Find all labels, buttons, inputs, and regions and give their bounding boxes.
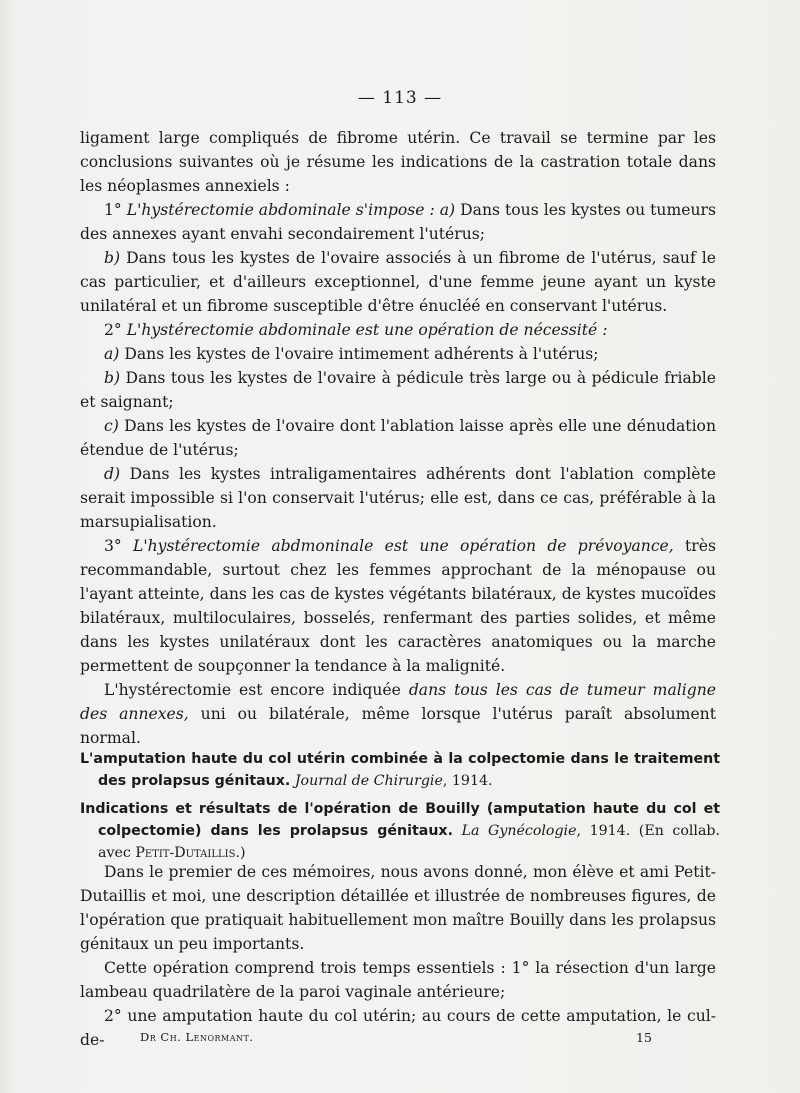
paragraph: 1° L'hystérectomie abdominale s'impose : a) Dans tous les kystes ou tumeurs des annexes ayant envahi secondairement l'utérus;	[80, 201, 716, 243]
paragraph: c) Dans les kystes de l'ovaire dont l'ablation laisse après elle une dénudation étendue de l'utérus;	[80, 417, 716, 459]
paragraph: b) Dans tous les kystes de l'ovaire à pédicule très large ou à pédicule friable et saignant;	[80, 369, 716, 411]
paragraph: L'hystérectomie est encore indiquée dans tous les cas de tumeur maligne des annexes, uni ou bilatérale, même lorsque l'utérus paraît absolument normal.	[80, 681, 716, 747]
footer-author: Dr Ch. Lenormant.	[140, 1030, 254, 1044]
text-block-indications	[80, 126, 716, 750]
paragraph: ligament large compliqués de fibrome utérin. Ce travail se termine par les conclusions suivantes où je résume les indications de la castration totale dans les néoplasmes annexiels :	[80, 129, 716, 195]
paragraph: d) Dans les kystes intraligamentaires adhérents dont l'ablation complète serait impossible si l'on conservait l'utérus; elle est, dans ce cas, préférable à la marsupialisation.	[80, 465, 716, 531]
text-block-description	[80, 860, 716, 1052]
reference-entry: Indications et résultats de l'opération de Bouilly (amputation haute du col et colpectomie) dans les prolapsus génitaux. La Gynécologie, 1914. (En collab. avec Petit-Dutaillis.)	[80, 801, 721, 861]
paragraph: Cette opération comprend trois temps essentiels : 1° la résection d'un large lambeau quadrilatère de la paroi vaginale antérieure;	[80, 959, 716, 1001]
reference-entry: L'amputation haute du col utérin combinée à la colpectomie dans le traitement des prolapsus génitaux. Journal de Chirurgie, 1914.	[80, 751, 720, 789]
paragraph: b) Dans tous les kystes de l'ovaire associés à un fibrome de l'utérus, sauf le cas particulier, et d'ailleurs exceptionnel, d'une femme jeune ayant un kyste unilatéral et un fibrome susceptible d'être énucléé en conservant l'utérus.	[80, 249, 716, 315]
paragraph: Dans le premier de ces mémoires, nous avons donné, mon élève et ami Petit-Dutaillis et moi, une description détaillée et illustrée de nombreuses figures, de l'opération que pratiquait habituellement mon maître Bouilly dans les prolapsus génitaux un peu importants.	[80, 863, 716, 953]
paragraph: a) Dans les kystes de l'ovaire intimement adhérents à l'utérus;	[104, 345, 599, 363]
footer-signature-mark: 15	[636, 1030, 652, 1045]
paragraph: 2° L'hystérectomie abdominale est une opération de nécessité :	[104, 321, 608, 339]
paragraph: 3° L'hystérectomie abdmoninale est une opération de prévoyance, très recommandable, surtout chez les femmes approchant de la ménopause ou l'ayant atteinte, dans les cas de kystes végétants bilatéraux, de kystes mucoïdes bilatéraux, multiloculaires, bosselés, renfermant des parties solides, et même dans les kystes unilatéraux dont les caractères anatomiques ou la marche permettent de soupçonner la tendance à la malignité.	[80, 537, 716, 675]
bibliography-references	[80, 748, 720, 864]
paragraph: 2° une amputation haute du col utérin; au cours de cette amputation, le cul-de-	[80, 1007, 716, 1049]
page-number: — 113 —	[357, 88, 443, 108]
